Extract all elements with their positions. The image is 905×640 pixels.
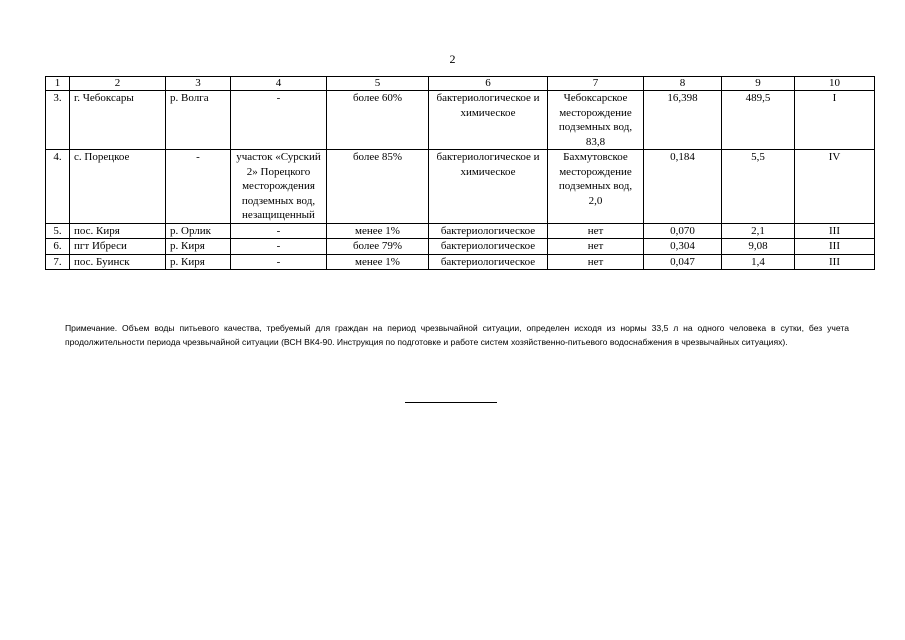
table-cell: 9,08 [722,239,795,255]
table-cell: пос. Буинск [70,254,166,270]
header-cell: 7 [548,77,644,91]
header-cell: 3 [166,77,231,91]
table-cell: более 85% [327,150,429,224]
table-cell: - [231,91,327,150]
table-cell: бактериологическое [429,223,548,239]
table-cell: III [795,223,875,239]
table-cell: Чебоксарское месторождение подземных вод, 83,8 [548,91,644,150]
table-cell: 0,047 [644,254,722,270]
table-row [46,223,875,239]
table-cell: нет [548,223,644,239]
header-cell: 4 [231,77,327,91]
table-cell: 3. [46,91,70,150]
table-cell: нет [548,239,644,255]
table-cell: III [795,254,875,270]
table-cell: бактериологическое и химическое [429,150,548,224]
table-row [46,254,875,270]
table-cell: 6. [46,239,70,255]
table-cell: - [231,254,327,270]
table-cell: - [166,150,231,224]
water-supply-table [45,76,875,270]
table-cell: менее 1% [327,254,429,270]
table-header-row [46,77,875,91]
table-cell: пгт Ибреси [70,239,166,255]
table-cell: р. Волга [166,91,231,150]
table-cell: - [231,223,327,239]
table-cell: 0,184 [644,150,722,224]
table-cell: бактериологическое [429,254,548,270]
note-text: Объем воды питьевого качества, требуемый для граждан на период чрезвычайной ситуации, определен исходя из нормы 33,5 л на одного человека в сутки, без учета продолжительности периода чрезвычайной ситуации (ВСН ВК4-90. Инструкция по подготовке и работе систем хозяйственно-питьевого водоснабжения в чрезвычайных ситуациях). [65,323,850,347]
table-cell: г. Чебоксары [70,91,166,150]
table-cell: с. Порецкое [70,150,166,224]
table-cell: IV [795,150,875,224]
table-cell: пос. Киря [70,223,166,239]
header-cell: 9 [722,77,795,91]
header-cell: 10 [795,77,875,91]
table-cell: менее 1% [327,223,429,239]
header-cell: 6 [429,77,548,91]
table-cell: Бахмутовское месторождение подземных вод, 2,0 [548,150,644,224]
table-cell: I [795,91,875,150]
table-cell: 16,398 [644,91,722,150]
table-cell: более 60% [327,91,429,150]
table-cell: 0,304 [644,239,722,255]
table-row [46,91,875,150]
table-row [46,150,875,224]
table-cell: - [231,239,327,255]
end-divider-line [405,402,497,403]
page-number: 2 [449,52,456,66]
table-cell: участок «Сурский 2» Порецкого месторождения подземных вод, незащищенный [231,150,327,224]
table-cell: 489,5 [722,91,795,150]
table-cell: бактериологическое [429,239,548,255]
header-cell: 1 [46,77,70,91]
table-cell: 5,5 [722,150,795,224]
table-cell: р. Киря [166,239,231,255]
table-cell: 0,070 [644,223,722,239]
table-cell: 5. [46,223,70,239]
table-cell: 2,1 [722,223,795,239]
header-cell: 8 [644,77,722,91]
header-cell: 5 [327,77,429,91]
note-label: Примечание. [65,323,118,333]
table-cell: 4. [46,150,70,224]
table-cell: более 79% [327,239,429,255]
table-cell: 1,4 [722,254,795,270]
table-cell: 7. [46,254,70,270]
table-row [46,239,875,255]
table-cell: III [795,239,875,255]
table-cell: бактериологическое и химическое [429,91,548,150]
header-cell: 2 [70,77,166,91]
table-cell: р. Киря [166,254,231,270]
table-cell: нет [548,254,644,270]
table-note [65,321,849,349]
table-cell: р. Орлик [166,223,231,239]
